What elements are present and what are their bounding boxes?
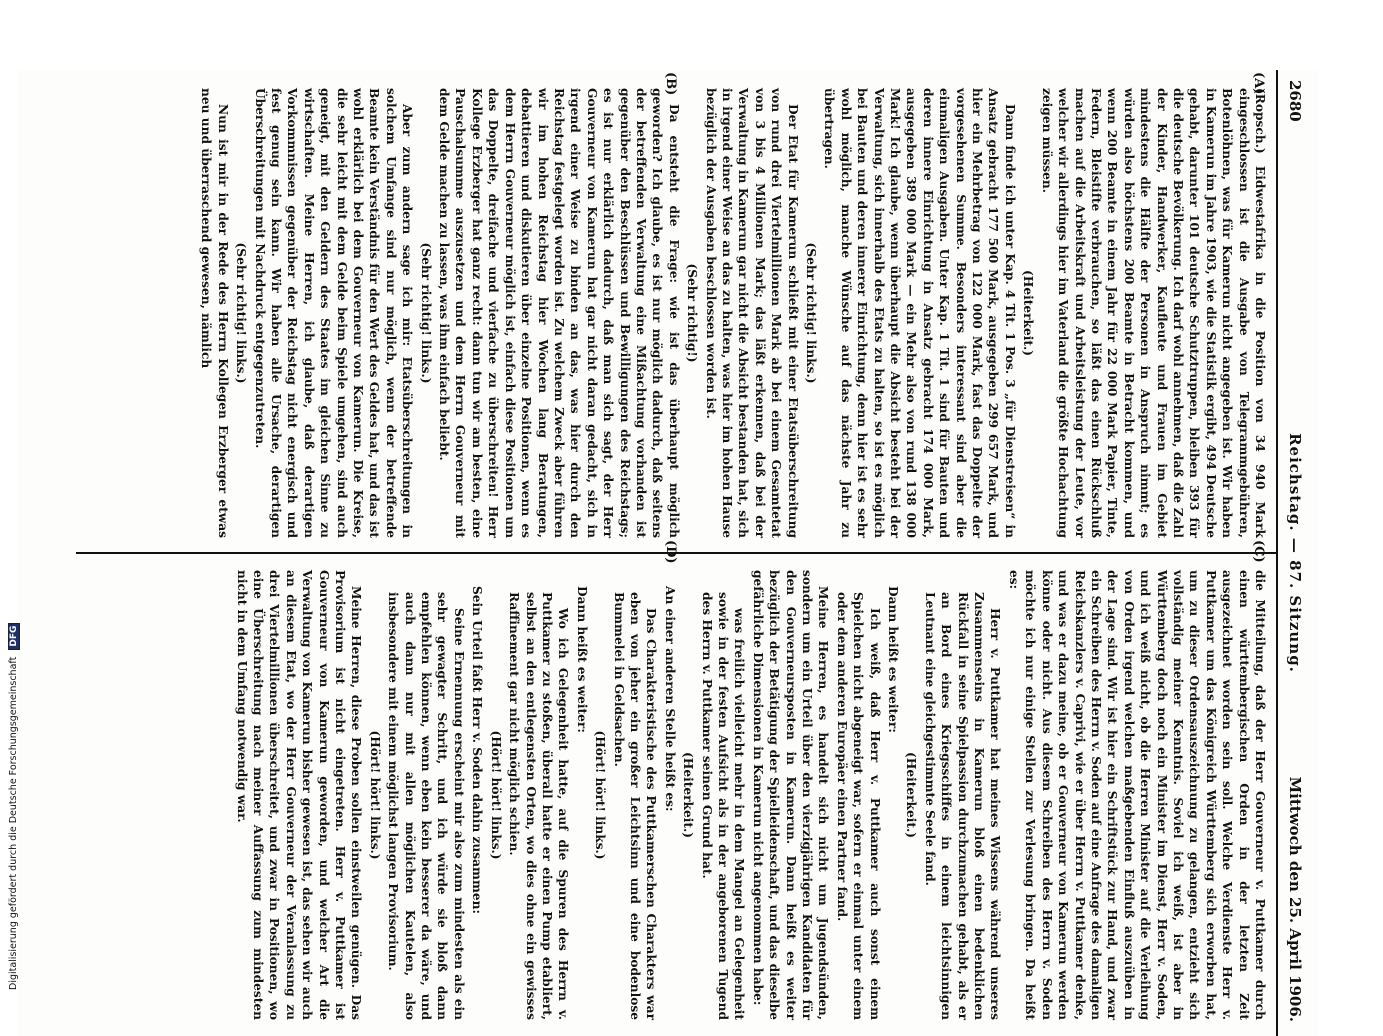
paragraph: Aber zum andern sage ich mir: Etatsüberschreitungen in solchem Umfange sind nur möglich, wenn der betreffende Beamte kein Verständnis für den Wert des Geldes hat, und das ist wohl erklärlich bei dem Gouverneur von Kamerun. Die Kreise, die sehr leicht mit dem Gelde beim Spiele umgehen, sind auch geneigt, mit den Geldern des Staates im gleichen Sinne zu wirtschaften. Meine Herren, ich glaube, daß derartigen Vorkommnissen gegenüber der Reichstag nicht energisch und fest genug sein kann. Wir haben alle Ursache, derartigen Überschreitungen mit Nachdruck entgegenzutreten. <box>252 88 415 538</box>
paragraph: Da entsteht die Frage: wie ist das überhaupt möglich geworden? Ich glaube, es ist nur möglich dadurch, daß seitens der betreffenden Verwaltung eine Mißachtung vorhanden ist gegenüber den Beschlüssen und Bewilligungen des Reichstags; es ist nur erklärlich dadurch, daß man sich sagt, der Herr Gouverneur von Kamerun hat gar nicht daran gedacht, sich in irgend einer Weise zu binden an das, was hier durch den Reichstag festgelegt worden ist. Zu welchem Zweck aber führen wir im hohen Reichstag hier Wochen lang Beratungen, debattieren und diskutieren über einzelne Positionen, wenn es dem Herrn Gouverneur möglich ist, einfach diese Positionen um das Doppelte, dreifache und vierfache zu überschreiten! Herr Kollege Erzberger hat ganz recht: dann tun wir am besten, eine Pauschalsumme auszusetzen und dem Herrn Gouverneur mit dem Gelde machen zu lassen, was ihm einfach beliebt. <box>437 88 681 538</box>
quoted-passage: was freilich vielleicht mehr in dem Mangel an Gelegenheit sowie in der festen Aufsicht als in der angeborenen Tugend des Herrn v. Puttkamer seinen Grund hat. <box>699 592 747 1020</box>
paragraph: Dann finde ich unter Kap. 4 Tit. 1 Pos. 3 „für Dienstreisen“ in Ansatz gebracht 177 500 Mark, ausgegeben 299 657 Mark, und hier ein Mehrbetrag von 122 000 Mark, fast das Doppelte der vorgesehenen Summe. Besonders interessant sind aber die einmaligen Ausgaben. Unter Kap. 1 Tit. 1 sind für Bauten und deren innere Einrichtung in Ansatz gebracht 174 000 Mark, ausgegeben 389 000 Mark — ein Mehr also von rund 138 000 Mark! Ich glaube, wenn überhaupt die Absicht besteht bei der Verwaltung, sich innerhalb des Etats zu halten, so ist es möglich bei Bauten und deren innerer Einrichtung, denn hier ist es sehr wohl möglich, manche Wünsche auf das nächste Jahr zu übertragen. <box>822 88 1017 538</box>
right-text-column <box>231 570 1268 1020</box>
left-text-column <box>196 88 1268 538</box>
page-number: 2680 <box>1286 80 1304 122</box>
interjection: (Sehr richtig!) <box>685 263 700 363</box>
paragraph: Der Etat für Kamerun schließt mit einer Etatsüberschreitung von rund drei Viertelmillionen Mark ab bei einem Gesamtetat von 3 bis 4 Millionen Mark; das läßt erkennen, daß bei der Verwaltung in Kamerun gar nicht die Absicht bestanden hat, sich in irgend einer Weise an das zu halten, was hier im hohen Hause bezüglich der Ausgaben beschlossen worden ist. <box>703 88 800 538</box>
interjection: (Hört! hört! links.) <box>593 730 608 860</box>
header-rule <box>1276 70 1278 1036</box>
interjection: (Heiterkeit.) <box>904 752 919 838</box>
paragraph: Meine Herren, es handelt sich nicht um Jugendsünden, sondern um ein Urteil über den vierzigjährigen Kandidaten für den Gouverneursposten in Kamerun. Dann heißt es weiter bezüglich der Betätigung der Spielleidenschaft, und das dieselbe gefährliche Dimensionen in Kamerun nicht angenommen habe: <box>750 570 831 1020</box>
paragraph: Sein Urteil faßt Herr v. Soden dahin zusammen: <box>470 586 485 914</box>
credit-text: Digitalisierung gefördert durch die Deutsche Forschungsgemeinschaft <box>8 656 19 990</box>
margin-marker-d: (D) <box>663 540 678 564</box>
margin-marker-a: (A) <box>1251 72 1266 95</box>
paragraph: (Ropsch.) Eidwestafrika in die Position von 34 940 Mark eingeschlossen ist die Ausgabe von Telegrammgebühren, Botenlöhnen, was für Kamerun nicht angegeben ist. Wir haben in Kamerun im Jahre 1903, wie die Statistik ergibt, 494 Deutsche gehabt, darunter 101 deutsche Schutztruppen, bleiben 393 für die deutsche Bevölkerung. Ich darf wohl annehmen, daß die Zahl der Kinder, Handwerker, Kaufleute und Frauen im Gebiet mindestens die Hälfte der Personen in Anspruch nimmt; es würden also höchstens 200 Beamte in Betracht kommen, und wenn 200 Beamte in einem Jahr für 22 000 Mark Papier, Tinte, Federn, Bleistifte verbrauchen, so läßt das einen Rückschluß machen auf die Arbeitskraft und Arbeitsleistung der Leute, vor welcher wir allerdings hier im Vaterland die größte Hochachtung zeigen müssen. <box>1039 88 1267 538</box>
margin-marker-b: (B) <box>663 72 678 96</box>
interjection: (Heiterkeit.) <box>681 752 696 838</box>
margin-marker-c: (C) <box>1251 540 1266 563</box>
session-date: Mittwoch den 25. April 1906. <box>1286 776 1304 1022</box>
quoted-passage: Ich weiß, daß Herr v. Puttkamer auch sonst einem Spielchen nicht abgeneigt war, sofern er einmal unter einem oder dem anderen Europäer einen Partner fand. <box>834 592 882 1020</box>
paragraph: Dann heißt es weiter: <box>886 586 901 733</box>
interjection: (Hört! hört! links.) <box>367 730 382 860</box>
quoted-passage: Wo ich Gelegenheit hatte, auf die Spuren des Herrn v. Puttkamer zu stoßen, überall hatte er einen Pump etabliert, selbst an den entlegensten Orten, wo dies ohne ein gewisses Raffinement gar nicht möglich schien. <box>507 592 571 1020</box>
paragraph: An einer anderen Stelle heißt es: <box>662 586 677 812</box>
interjection: (Sehr richtig! links.) <box>234 242 249 384</box>
rotated-scan-page <box>18 70 1318 1036</box>
paragraph: Nun ist mir in der Rede des Herrn Kollegen Erzberger etwas neu und überraschend gewesen, nämlich <box>199 88 230 538</box>
digitization-credit <box>8 10 22 990</box>
paragraph: die Mitteilung, daß der Herr Gouverneur v. Puttkamer durch einen württembergischen Orden in der letzten Zeit ausgezeichnet worden sein soll. Welche Verdienste Herr v. Puttkamer um das Königreich Württemberg sich erworben hat, um zu dieser Ordensauszeichnung zu gelangen, entzieht sich vollständig meiner Kenntnis. Soviel ich weiß, ist aber in Württemberg doch noch ein Minister im Dienst, Herr v. Soden, und ich weiß nicht, ob die Herren Minister auf die Verleihung von Orden irgend welchen maßgebenden Einfluß auszuüben in der Lage sind. Wir ist hier ein Schriftstück zur Hand, und zwar ein Schreiben des Herrn v. Soden auf eine Anfrage des damaligen Reichskanzlers v. Caprivi, wie er über Herrn v. Puttkamer denke, und was er dazu meine, ob er Gouverneur von Kamerun werden könne oder nicht. Aus diesem Schreiben des Herrn v. Soden möchte ich nur einige Stellen zur Verlesung bringen. Da heißt es: <box>1006 570 1267 1020</box>
paragraph: Meine Herren, diese Proben sollen einstweilen genügen. Das Provisorium ist nicht eingetreten. Herr v. Puttkamer ist Gouverneur von Kamerun geworden, und welcher Art die Verwaltung von Kamerun bisher gewesen ist, das sehen wir auch an diesem Etat, wo der Herr Gouverneur der Veranlassung zu drei Viertelmillionen überschreitet, und zwar in Positionen, wo eine Überschreitung nach meiner Auffassung zum mindesten nicht in dem Umfang notwendig war. <box>234 570 364 1020</box>
session-title: Reichstag. — 87. Sitzung. <box>1286 433 1304 673</box>
interjection: (Sehr richtig! links.) <box>804 242 819 384</box>
quoted-passage: Das Charakteristische des Puttkamerschen Charakters war eben von jeher ein großer Leichtsinn und eine bodenlose Bummelei in Geldsachen. <box>611 592 659 1020</box>
interjection: (Hört! hört! links.) <box>488 730 503 860</box>
quoted-passage: Herr v. Puttkamer hat meines Wissens während unseres Zusammenseins in Kamerun bloß einen bedenklichen Rückfall in seine Spielpassion durchzumachen gehabt, als er an Bord eines Kriegsschiffes in einem leichtsinnigen Leutnant eine gleichgestimmte Seele fand. <box>922 592 1003 1020</box>
quoted-passage: Seine Ernennung erscheint mir also zum mindesten als ein sehr gewagter Schritt, und ich würde sie bloß dann empfehlen können, wenn eben kein besserer da wäre, und auch dann nur mit allen möglichen Kautelen, also insbesondere mit einem möglichst langen Provisorium. <box>386 592 466 1020</box>
interjection: (Heiterkeit.) <box>1021 270 1036 356</box>
interjection: (Sehr richtig! links.) <box>418 242 433 384</box>
paragraph: Dann heißt es weiter: <box>574 586 589 733</box>
dfg-logo: DFG <box>8 623 20 650</box>
page-header <box>1280 70 1310 1036</box>
